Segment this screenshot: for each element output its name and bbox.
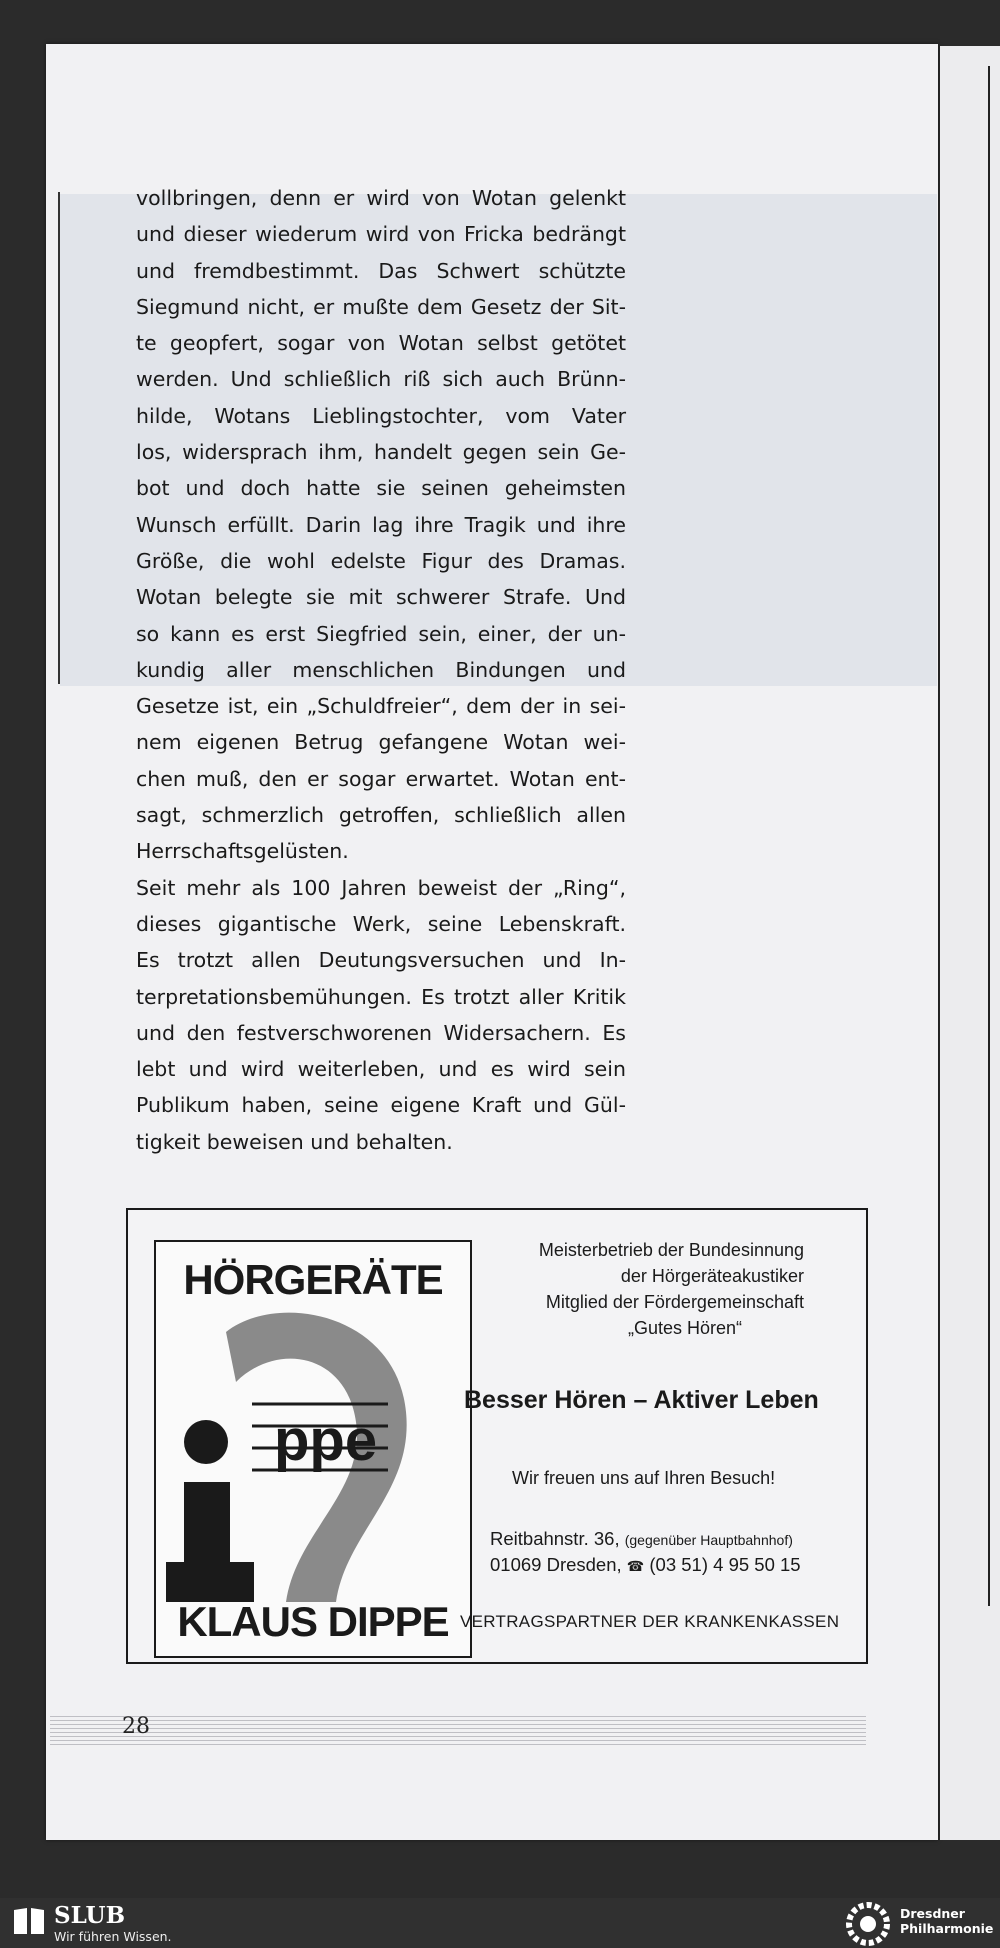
ad-partner-line: VERTRAGSPARTNER DER KRANKENKASSEN xyxy=(460,1612,840,1631)
hearing-aid-advertisement xyxy=(126,1208,868,1664)
partner-name-line1: Dresdner xyxy=(900,1906,965,1921)
ad-phone: (03 51) 4 95 50 15 xyxy=(649,1554,801,1575)
text-line: und fremdbestimmt. Das Schwert schützte xyxy=(136,258,626,283)
viewer-footer-bar xyxy=(0,1898,1000,1948)
text-line: kundig aller menschlichen Bindungen und xyxy=(136,657,626,682)
text-line: Wunsch erfüllt. Darin lag ihre Tragik und ihre xyxy=(136,512,626,537)
text-line: hilde, Wotans Lieblingstochter, vom Vater xyxy=(136,403,626,428)
logo-name: KLAUS DIPPE xyxy=(177,1598,449,1645)
text-line: und den festverschworenen Widersachern. Es xyxy=(136,1020,626,1045)
phone-icon: ☎ xyxy=(626,1558,645,1574)
text-line: nem eigenen Betrug gefangene Wotan wei- xyxy=(136,730,626,755)
text-line: dieses gigantische Werk, seine Lebenskraft. xyxy=(136,911,626,936)
text-line: terpretationsbemühungen. Es trotzt aller Kritik xyxy=(136,984,626,1009)
partner-name-line2: Philharmonie xyxy=(900,1921,994,1936)
logo-letters: ppe xyxy=(274,1408,378,1473)
text-line: Wotan belegte sie mit schwerer Strafe. Und xyxy=(136,585,626,610)
partner-name xyxy=(900,1906,993,1936)
dippe-logo xyxy=(154,1240,472,1658)
text-line: lebt und wird weiterleben, und es wird sein xyxy=(136,1057,626,1082)
ad-meta-line: der Hörgeräteakustiker xyxy=(620,1266,804,1286)
footer-rules xyxy=(50,1716,866,1748)
margin-rule xyxy=(58,192,60,684)
text-line: so kann es erst Siegfried sein, einer, der un- xyxy=(136,621,626,646)
next-page-edge xyxy=(940,46,1000,1840)
text-line: bot und doch hatte sie seinen geheimsten xyxy=(136,476,626,501)
ad-meta-line: „Gutes Hören“ xyxy=(627,1318,742,1338)
slub-book-icon xyxy=(12,1906,46,1936)
text-line: te geopfert, sogar von Wotan selbst getötet xyxy=(136,331,626,356)
library-name: SLUB xyxy=(54,1902,126,1929)
text-line: Seit mehr als 100 Jahren beweist der „Ring“, xyxy=(136,875,626,900)
ad-slogan: Besser Hören – Aktiver Leben xyxy=(464,1386,819,1414)
text-line: und dieser wiederum wird von Fricka bedrängt xyxy=(136,222,626,247)
text-line: tigkeit beweisen und behalten. xyxy=(136,1129,453,1154)
ad-address xyxy=(490,1528,793,1550)
text-line: Siegmund nicht, er mußte dem Gesetz der Sit- xyxy=(136,294,626,319)
text-line: Größe, die wohl edelste Figur des Dramas. xyxy=(136,548,626,573)
text-line: Herrschaftsgelüsten. xyxy=(136,839,349,864)
ad-meta-line: Mitglied der Fördergemeinschaft xyxy=(545,1292,804,1312)
ad-street-note: (gegenüber Hauptbahnhof) xyxy=(624,1532,793,1548)
page-number: 28 xyxy=(122,1714,150,1739)
text-line: werden. Und schließlich riß sich auch Brünn- xyxy=(136,367,626,392)
text-line: Es trotzt allen Deutungsversuchen und In- xyxy=(136,948,626,973)
text-line: los, widersprach ihm, handelt gegen sein Ge- xyxy=(136,440,626,465)
text-line: chen muß, den er sogar erwartet. Wotan ent- xyxy=(136,766,626,791)
ad-city: 01069 Dresden, xyxy=(490,1554,622,1575)
logo-title: HÖRGERÄTE xyxy=(183,1256,443,1303)
text-line: vollbringen, denn er wird von Wotan gelenkt xyxy=(136,186,626,210)
text-line: Gesetze ist, ein „Schuldfreier“, dem der in sei- xyxy=(136,694,626,719)
ear-dot-icon xyxy=(156,1302,470,1602)
ad-street: Reitbahnstr. 36, xyxy=(490,1528,620,1549)
ad-meta-line: Meisterbetrieb der Bundesinnung xyxy=(538,1240,804,1260)
text-line: sagt, schmerzlich getroffen, schließlich allen xyxy=(136,803,626,828)
text-line: Publikum haben, seine eigene Kraft und Gül- xyxy=(136,1093,626,1118)
ad-greeting: Wir freuen uns auf Ihren Besuch! xyxy=(512,1468,776,1488)
ad-city-phone xyxy=(490,1554,801,1576)
article-text xyxy=(136,180,626,1160)
library-tagline: Wir führen Wissen. xyxy=(54,1929,172,1944)
philharmonie-logo-icon xyxy=(842,1902,894,1946)
